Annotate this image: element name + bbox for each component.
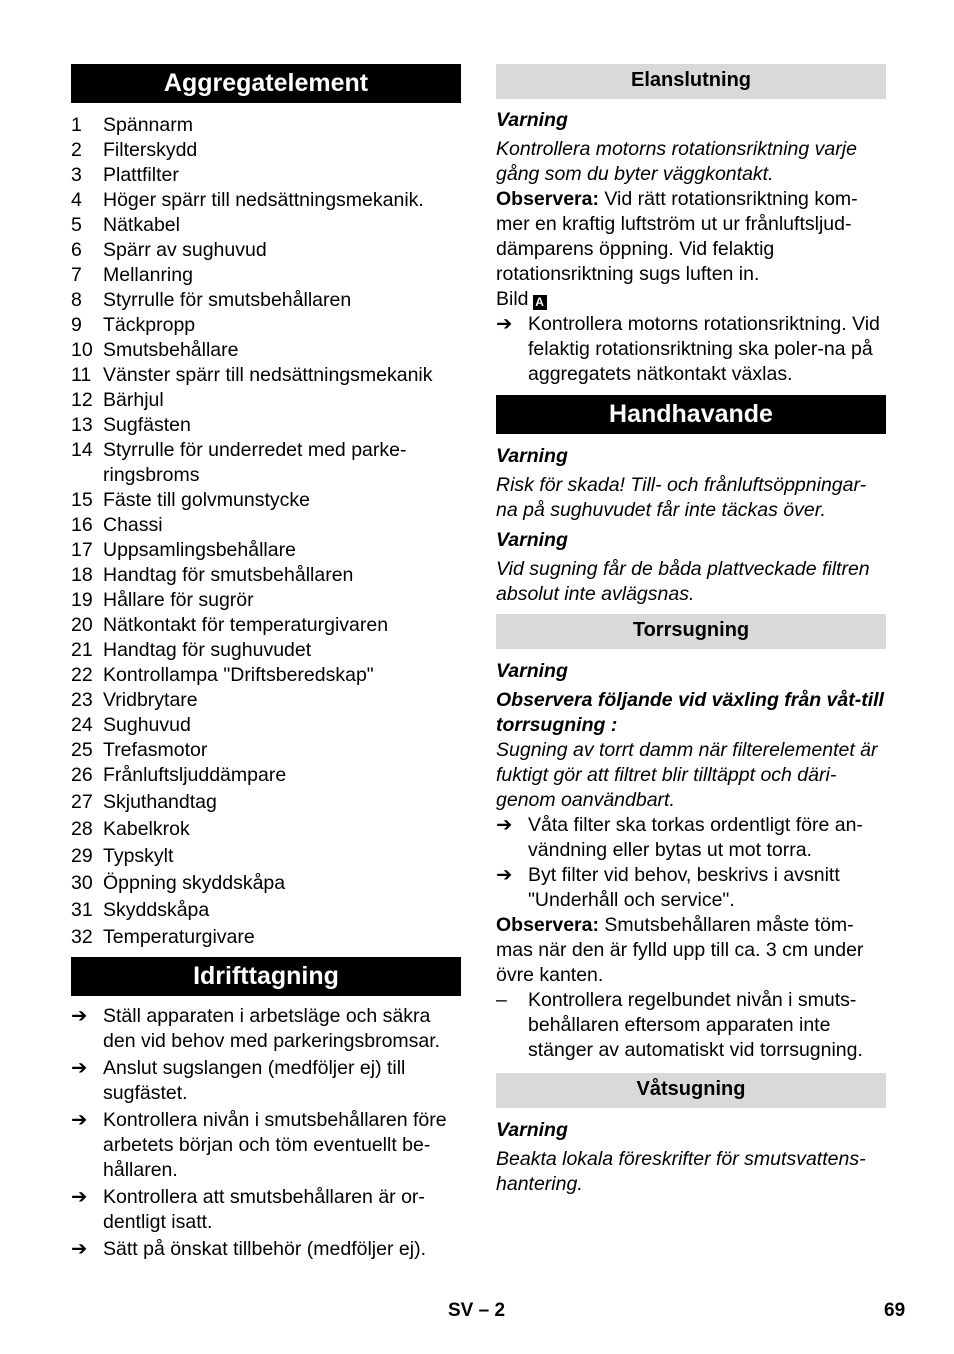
list-item xyxy=(71,238,461,263)
list-item xyxy=(71,613,461,638)
item-text: Skyddskåpa xyxy=(103,899,210,921)
list-item xyxy=(71,413,461,438)
arrow-icon: ➔ xyxy=(71,1005,88,1027)
item-number: 17 xyxy=(71,539,93,561)
item-number: 7 xyxy=(71,264,82,286)
list-item xyxy=(71,763,461,788)
list-item-text: Kontrollera motorns rotationsriktning. Vid felaktig rotationsriktning ska poler-na på aggregatets nätkontakt växlas. xyxy=(528,313,880,385)
item-text: Höger spärr till nedsättningsmekanik. xyxy=(103,189,424,211)
warning-label: Varning xyxy=(496,109,568,131)
torr-steps xyxy=(496,813,886,913)
warning-label: Varning xyxy=(496,445,568,467)
item-number: 25 xyxy=(71,739,93,761)
item-number: 9 xyxy=(71,314,82,336)
list-item xyxy=(71,1237,461,1262)
item-number: 5 xyxy=(71,214,82,236)
item-text: Handtag för smutsbehållaren xyxy=(103,564,354,586)
heading-aggregatelement: Aggregatelement xyxy=(71,64,461,103)
item-number: 10 xyxy=(71,339,93,361)
list-item xyxy=(71,538,461,563)
heading-torrsugning: Torrsugning xyxy=(496,614,886,649)
list-item xyxy=(71,898,461,923)
footer-section: SV – 2 xyxy=(448,1300,506,1321)
list-item xyxy=(71,588,461,613)
list-item xyxy=(71,871,461,896)
note-paragraph xyxy=(496,913,886,988)
item-number: 21 xyxy=(71,639,93,661)
figure-label: Bild xyxy=(496,288,529,310)
list-item xyxy=(71,113,461,138)
list-item xyxy=(71,213,461,238)
heading-handhavande: Handhavande xyxy=(496,395,886,434)
item-number: 27 xyxy=(71,791,93,813)
list-item xyxy=(71,313,461,338)
list-item-text: Kontrollera regelbundet nivån i smuts-behållaren eftersom apparaten inte stänger av automatiskt vid torrsugning. xyxy=(528,989,863,1061)
item-number: 1 xyxy=(71,114,82,136)
item-text: Smutsbehållare xyxy=(103,339,239,361)
list-item xyxy=(71,790,461,815)
item-number: 28 xyxy=(71,818,93,840)
item-text: Nätkabel xyxy=(103,214,180,236)
list-item-text: Kontrollera nivån i smutsbehållaren före arbetets början och töm eventuellt be-hållaren. xyxy=(103,1109,447,1181)
warning-text: Beakta lokala föreskrifter för smutsvattens-hantering. xyxy=(496,1148,866,1195)
note-text: Vid rätt rotationsriktning kom-mer en kraftig luftström ut ur frånluftsljud-dämparens öppning. Vid felaktig rotationsriktning sugs luften in. xyxy=(496,188,858,285)
item-text: Kabelkrok xyxy=(103,818,190,840)
right-column xyxy=(496,64,886,1197)
list-item xyxy=(71,1004,461,1054)
list-item xyxy=(71,488,461,513)
left-column xyxy=(71,64,461,1262)
item-number: 2 xyxy=(71,139,82,161)
parts-list xyxy=(71,113,461,950)
item-text: Kontrollampa "Driftsberedskap" xyxy=(103,664,374,686)
item-number: 13 xyxy=(71,414,93,436)
list-item xyxy=(71,844,461,869)
item-number: 18 xyxy=(71,564,93,586)
warning-label: Varning xyxy=(496,1119,568,1141)
warning-text: Kontrollera motorns rotationsriktning varje gång som du byter väggkontakt. xyxy=(496,138,857,185)
item-text: Chassi xyxy=(103,514,163,536)
item-text: Hållare för sugrör xyxy=(103,589,254,611)
list-item xyxy=(71,263,461,288)
elan-steps xyxy=(496,312,886,387)
item-text: Styrrulle för underredet med parke-ringsbroms xyxy=(103,439,407,486)
list-item xyxy=(71,1056,461,1106)
list-item xyxy=(71,363,461,388)
list-item xyxy=(71,563,461,588)
item-number: 3 xyxy=(71,164,82,186)
list-item xyxy=(496,863,886,913)
warning-text: Vid sugning får de båda plattveckade filtren absolut inte avlägsnas. xyxy=(496,558,870,605)
idrift-steps xyxy=(71,1004,461,1262)
item-number: 22 xyxy=(71,664,93,686)
item-text: Styrrulle för smutsbehållaren xyxy=(103,289,352,311)
list-item xyxy=(496,312,886,387)
item-number: 23 xyxy=(71,689,93,711)
item-text: Frånluftsljuddämpare xyxy=(103,764,287,786)
item-number: 29 xyxy=(71,845,93,867)
arrow-icon: ➔ xyxy=(71,1186,88,1208)
item-number: 6 xyxy=(71,239,82,261)
list-item xyxy=(71,138,461,163)
list-item xyxy=(71,1185,461,1235)
warning-text: Risk för skada! Till- och frånluftsöppningar-na på sughuvudet får inte täckas över. xyxy=(496,474,867,521)
list-item-text: Våta filter ska torkas ordentligt före an-vändning eller bytas ut mot torra. xyxy=(528,814,863,861)
list-item xyxy=(71,688,461,713)
list-item-text: Kontrollera att smutsbehållaren är or-dentligt isatt. xyxy=(103,1186,425,1233)
list-item-text: Byt filter vid behov, beskrivs i avsnitt "Underhåll och service". xyxy=(528,864,840,911)
item-number: 8 xyxy=(71,289,82,311)
note-text: Smutsbehållaren måste töm-mas när den är fylld upp till ca. 3 cm under övre kanten. xyxy=(496,914,864,986)
list-item xyxy=(71,817,461,842)
arrow-icon: ➔ xyxy=(496,864,513,886)
list-item xyxy=(71,388,461,413)
item-text: Sugfästen xyxy=(103,414,191,436)
item-text: Bärhjul xyxy=(103,389,164,411)
heading-elanslutning: Elanslutning xyxy=(496,64,886,99)
item-text: Plattfilter xyxy=(103,164,179,186)
list-item-text: Ställ apparaten i arbetsläge och säkra den vid behov med parkeringsbromsar. xyxy=(103,1005,441,1052)
list-item xyxy=(71,1108,461,1183)
item-text: Trefasmotor xyxy=(103,739,208,761)
item-number: 26 xyxy=(71,764,93,786)
item-text: Mellanring xyxy=(103,264,193,286)
warning-label: Varning xyxy=(496,529,568,551)
item-text: Vänster spärr till nedsättningsmekanik xyxy=(103,364,433,386)
dash-list xyxy=(496,988,886,1063)
item-number: 32 xyxy=(71,926,93,948)
list-item xyxy=(496,813,886,863)
list-item xyxy=(71,338,461,363)
arrow-icon: ➔ xyxy=(71,1109,88,1131)
item-number: 11 xyxy=(71,364,92,386)
warning-label: Varning xyxy=(496,660,568,682)
list-item xyxy=(71,188,461,213)
list-item xyxy=(71,925,461,950)
list-item xyxy=(496,988,886,1063)
item-number: 14 xyxy=(71,439,93,461)
item-number: 4 xyxy=(71,189,82,211)
figure-a-icon: A xyxy=(533,295,547,310)
list-item xyxy=(71,288,461,313)
item-number: 19 xyxy=(71,589,93,611)
item-number: 30 xyxy=(71,872,93,894)
list-item xyxy=(71,638,461,663)
item-number: 15 xyxy=(71,489,93,511)
item-number: 24 xyxy=(71,714,93,736)
item-text: Handtag för sughuvudet xyxy=(103,639,312,661)
item-text: Nätkontakt för temperaturgivaren xyxy=(103,614,389,636)
item-text: Typskylt xyxy=(103,845,174,867)
item-number: 12 xyxy=(71,389,93,411)
item-text: Sughuvud xyxy=(103,714,191,736)
heading-idrifttagning: Idrifttagning xyxy=(71,957,461,996)
item-text: Öppning skyddskåpa xyxy=(103,872,286,894)
warning-bold-text: Observera följande vid växling från våt-till torrsugning : xyxy=(496,689,884,736)
item-text: Skjuthandtag xyxy=(103,791,217,813)
item-text: Fäste till golvmunstycke xyxy=(103,489,310,511)
item-text: Spännarm xyxy=(103,114,193,136)
list-item xyxy=(71,713,461,738)
arrow-icon: ➔ xyxy=(496,313,513,335)
item-text: Spärr av sughuvud xyxy=(103,239,267,261)
warning-text: Sugning av torrt damm när filterelementet är fuktigt gör att filtret blir tilltäppt och däri-genom oanvändbart. xyxy=(496,739,878,811)
note-label: Observera: xyxy=(496,914,599,936)
list-item xyxy=(71,663,461,688)
dash-icon: – xyxy=(496,989,507,1011)
item-number: 20 xyxy=(71,614,93,636)
arrow-icon: ➔ xyxy=(71,1057,88,1079)
note-label: Observera: xyxy=(496,188,599,210)
item-text: Vridbrytare xyxy=(103,689,198,711)
arrow-icon: ➔ xyxy=(71,1238,88,1260)
item-text: Täckpropp xyxy=(103,314,196,336)
list-item xyxy=(71,513,461,538)
item-text: Filterskydd xyxy=(103,139,198,161)
note-paragraph xyxy=(496,187,886,287)
item-number: 16 xyxy=(71,514,93,536)
list-item-text: Sätt på önskat tillbehör (medföljer ej). xyxy=(103,1238,426,1260)
list-item xyxy=(71,163,461,188)
item-text: Uppsamlingsbehållare xyxy=(103,539,296,561)
list-item xyxy=(71,738,461,763)
page-number: 69 xyxy=(884,1300,906,1321)
figure-reference xyxy=(496,287,886,312)
list-item xyxy=(71,438,461,488)
heading-vatsugning: Våtsugning xyxy=(496,1073,886,1108)
item-text: Temperaturgivare xyxy=(103,926,255,948)
item-number: 31 xyxy=(71,899,93,921)
list-item-text: Anslut sugslangen (medföljer ej) till sugfästet. xyxy=(103,1057,406,1104)
arrow-icon: ➔ xyxy=(496,814,513,836)
